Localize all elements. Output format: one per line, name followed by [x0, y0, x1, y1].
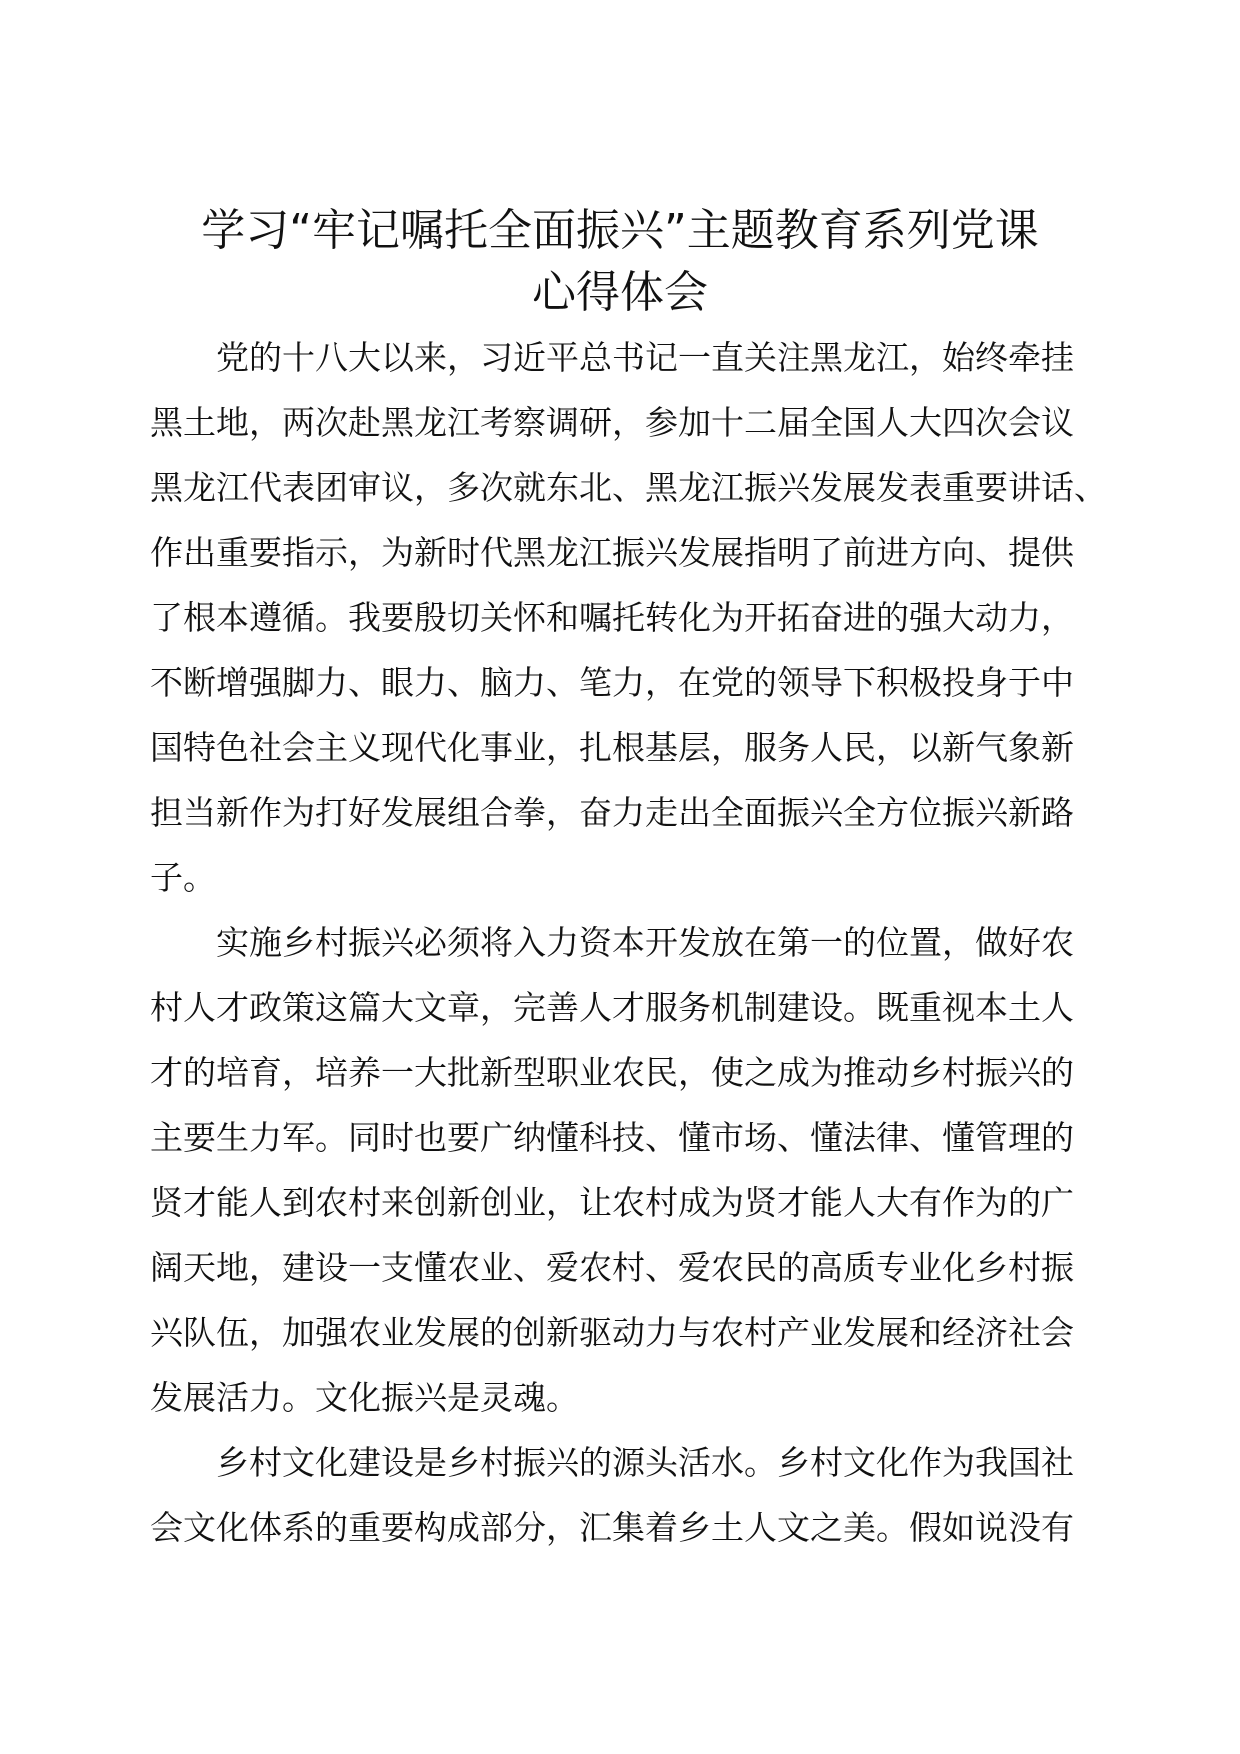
- text-line: 乡村文化建设是乡村振兴的源头活水。乡村文化作为我国社: [216, 1443, 1074, 1482]
- text-line: 国特色社会主义现代化事业，扎根基层，服务人民，以新气象新: [150, 728, 1074, 767]
- document-body: [150, 325, 1110, 1560]
- title-line-1: 学习“牢记嘱托全面振兴”主题教育系列党课: [201, 205, 1039, 256]
- text-line: 实施乡村振兴必须将入力资本开发放在第一的位置，做好农: [216, 923, 1074, 962]
- text-line: 担当新作为打好发展组合拳，奋力走出全面振兴全方位振兴新路: [150, 793, 1074, 832]
- text-line: 黑龙江代表团审议，多次就东北、黑龙江振兴发展发表重要讲话、: [150, 468, 1107, 507]
- text-line: 发展活力。文化振兴是灵魂。: [150, 1378, 579, 1417]
- text-line: 党的十八大以来，习近平总书记一直关注黑龙江，始终牵挂: [216, 338, 1074, 377]
- text-line: 黑土地，两次赴黑龙江考察调研，参加十二届全国人大四次会议: [150, 403, 1074, 442]
- title-line-2: 心得体会: [532, 267, 708, 318]
- paragraph-3: [150, 1430, 1110, 1560]
- paragraph-1: [150, 325, 1110, 910]
- paragraph-2: [150, 910, 1110, 1430]
- text-line: 兴队伍，加强农业发展的创新驱动力与农村产业发展和经济社会: [150, 1313, 1074, 1352]
- text-line: 阔天地，建设一支懂农业、爱农村、爱农民的高质专业化乡村振: [150, 1248, 1074, 1287]
- text-line: 才的培育，培养一大批新型职业农民，使之成为推动乡村振兴的: [150, 1053, 1074, 1092]
- text-line: 不断增强脚力、眼力、脑力、笔力，在党的领导下积极投身于中: [150, 663, 1074, 702]
- text-line: 贤才能人到农村来创新创业，让农村成为贤才能人大有作为的广: [150, 1183, 1074, 1222]
- text-line: 了根本遵循。我要殷切关怀和嘱托转化为开拓奋进的强大动力，: [150, 598, 1074, 637]
- text-line: 主要生力军。同时也要广纳懂科技、懂市场、懂法律、懂管理的: [150, 1118, 1074, 1157]
- text-line: 作出重要指示，为新时代黑龙江振兴发展指明了前进方向、提供: [150, 533, 1074, 572]
- document-title: [140, 200, 1100, 324]
- text-line: 子。: [150, 858, 216, 897]
- text-line: 村人才政策这篇大文章，完善人才服务机制建设。既重视本土人: [150, 988, 1074, 1027]
- text-line: 会文化体系的重要构成部分，汇集着乡土人文之美。假如说没有: [150, 1508, 1074, 1547]
